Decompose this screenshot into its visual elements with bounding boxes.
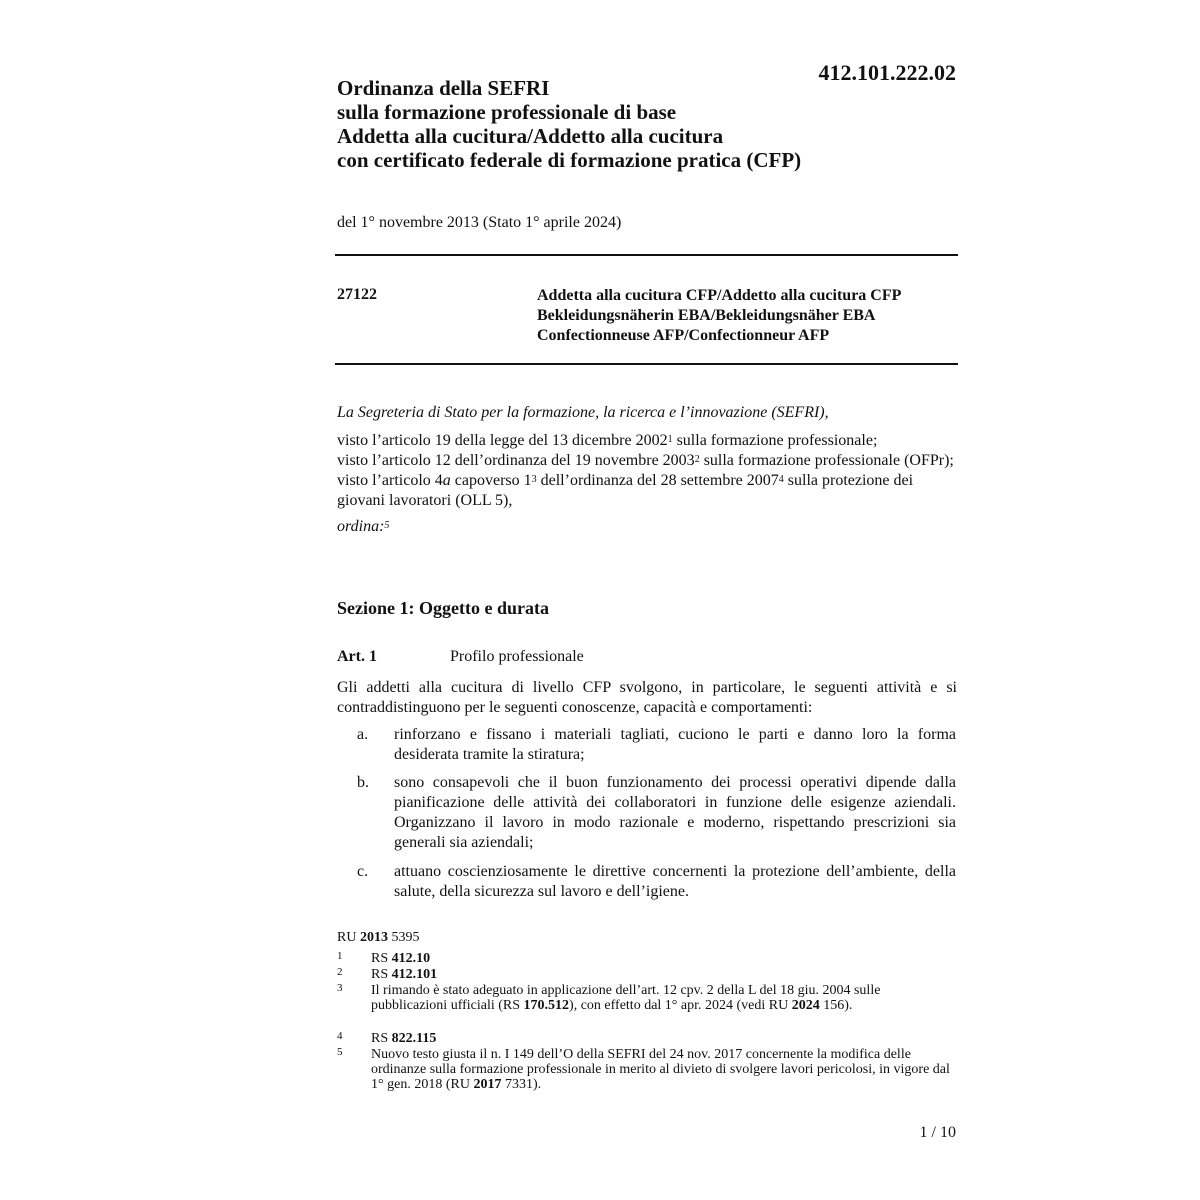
preamble-line	[337, 431, 957, 451]
footnote-ref-number: 2024	[791, 998, 820, 1013]
divider-top	[335, 254, 958, 256]
title-line: Addetta alla cucitura/Addetto alla cucitura	[337, 124, 724, 148]
ru-reference	[337, 930, 419, 946]
preamble-issuer: La Segreteria di Stato per la formazione, la ricerca e l’innovazione (SEFRI),	[337, 404, 829, 421]
title-line: con certificato federale di formazione pratica (CFP)	[337, 148, 802, 172]
article-intro: Gli addetti alla cucitura di livello CFP svolgono, in particolare, le seguenti attività e si contraddistinguono per le seguenti conoscenze, capacità e comportamenti:	[337, 679, 957, 716]
footnote-part: 156).	[819, 998, 853, 1013]
footnote-part: 7331).	[501, 1077, 542, 1092]
preamble-text: sulla formazione professionale (OFPr);	[699, 452, 954, 469]
footnote-ref-number: 412.10	[391, 951, 431, 966]
footnote-ref-number: 2017	[473, 1077, 502, 1092]
footnote-number: 2	[337, 966, 343, 978]
article-number: Art. 1	[337, 648, 377, 665]
sr-number: 412.101.222.02	[818, 60, 956, 85]
footnote-prefix: RS	[371, 951, 392, 966]
profession-title-it: Addetta alla cucitura CFP/Addetto alla cucitura CFP	[537, 287, 902, 304]
footnote-ref[interactable]: 3	[531, 474, 537, 485]
list-text: sono consapevoli che il buon funzionamento dei processi operativi dipende dalla pianificazione delle attività dei collaboratori in funzione delle esigenze aziendali. Organizzano il lavoro in modo razionale e moderno, rispettando prescrizioni sia generali sia aziendali;	[394, 774, 956, 851]
footnote-prefix: RS	[371, 1031, 392, 1046]
ru-year: 2013	[359, 930, 388, 945]
footnote-ref[interactable]: 2	[694, 454, 700, 465]
preamble	[337, 403, 957, 537]
footnote-ref[interactable]: 4	[778, 474, 784, 485]
footnote-number: 4	[337, 1030, 343, 1042]
list-letter: c.	[357, 863, 369, 880]
document-title	[337, 76, 957, 172]
footnote-text	[371, 1047, 957, 1092]
preamble-text: dell’ordinanza del 28 settembre 2007	[536, 472, 779, 489]
document-date: del 1° novembre 2013 (Stato 1° aprile 2024)	[337, 214, 622, 231]
preamble-line	[337, 451, 957, 471]
list-letter: a.	[357, 726, 369, 743]
footnote-ref[interactable]: 1	[667, 434, 673, 445]
preamble-text: a	[442, 472, 451, 489]
footnote-text	[371, 983, 957, 1013]
footnote-text	[371, 967, 957, 982]
title-line: Ordinanza della SEFRI	[337, 76, 550, 100]
preamble-text: visto l’articolo 12 dell’ordinanza del 19 novembre 2003	[337, 452, 695, 469]
article-heading	[337, 648, 584, 666]
preamble-text: visto l’articolo 19 della legge del 13 dicembre 2002	[337, 432, 668, 449]
footnote-prefix: RS	[371, 967, 392, 982]
footnote-ref-number: 170.512	[523, 998, 570, 1013]
title-line: sulla formazione professionale di base	[337, 100, 677, 124]
preamble-line	[337, 471, 957, 511]
footnote-ref[interactable]: 5	[384, 520, 390, 531]
footnote-number: 5	[337, 1046, 343, 1058]
footnote-number: 3	[337, 982, 343, 994]
footnote-ref-number: 822.115	[391, 1031, 437, 1046]
footnote-text	[371, 1031, 957, 1046]
preamble-text: capoverso 1	[450, 472, 532, 489]
footnote-text	[371, 951, 957, 966]
profession-title-de: Bekleidungsnäherin EBA/Bekleidungsnäher EBA	[537, 307, 876, 324]
footnote-part: Nuovo testo giusta il n. I 149 dell’O della SEFRI del 24 nov. 2017 concernente la modifica delle ordinanze sulla formazione professionale in merito al divieto di svolgere lavori pericolosi, in vigore dal 1° gen. 2018 (RU	[371, 1047, 950, 1092]
footnote-number: 1	[337, 950, 343, 962]
list-text: attuano coscienziosamente le direttive concernenti la protezione dell’ambiente, della salute, della sicurezza sul lavoro e dell’igiene.	[394, 863, 956, 900]
list-letter: b.	[357, 774, 369, 791]
preamble-text: sulla formazione professionale;	[672, 432, 878, 449]
footnote-ref-number: 412.101	[391, 967, 438, 982]
list-text: rinforzano e fissano i materiali tagliati, cuciono le parti e danno loro la forma desiderata tramite la stiratura;	[394, 726, 956, 763]
ordina-text: ordina:	[337, 518, 385, 535]
ru-prefix: RU	[337, 930, 360, 945]
divider-bottom	[335, 363, 958, 365]
preamble-text: visto l’articolo 4	[337, 472, 443, 489]
page-number: 1 / 10	[919, 1124, 956, 1141]
profession-titles	[537, 286, 901, 346]
profession-title-fr: Confectionneuse AFP/Confectionneur AFP	[537, 327, 830, 344]
footnote-part: ), con effetto dal 1° apr. 2024 (vedi RU	[569, 998, 792, 1013]
section-title: Sezione 1: Oggetto e durata	[337, 598, 549, 618]
preamble-text: sulla protezione dei giovani lavoratori (OLL 5),	[337, 472, 914, 509]
footnote-part: Il rimando è stato adeguato in applicazione dell’art. 12 cpv. 2 della L del 18 giu. 2004 sulle pubblicazioni ufficiali (RS	[371, 983, 881, 1013]
profession-code: 27122	[337, 286, 377, 303]
article-title: Profilo professionale	[450, 648, 584, 665]
preamble-ordina	[337, 517, 957, 537]
ru-page: 5395	[387, 930, 420, 945]
